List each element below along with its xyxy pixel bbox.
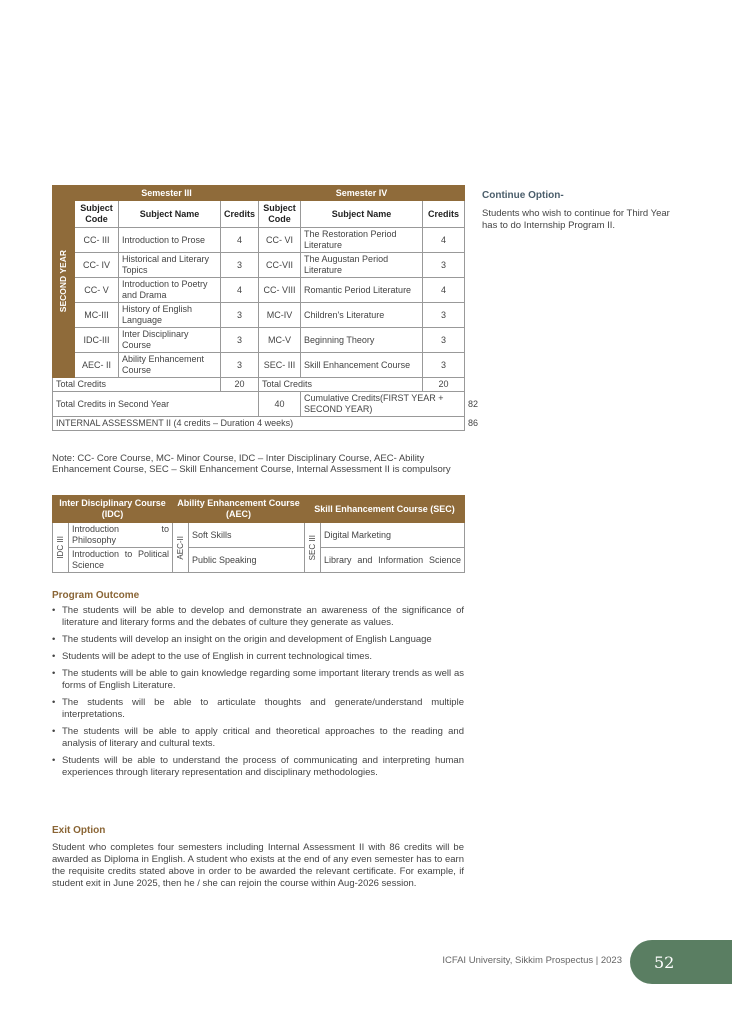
subject-name: Ability Enhancement Course — [119, 353, 221, 378]
credits: 3 — [221, 303, 259, 328]
total-row — [53, 378, 465, 392]
sec-course: Digital Marketing — [321, 523, 465, 548]
table-row — [53, 523, 465, 548]
abbreviation-note: Note: CC- Core Course, MC- Minor Course, IDC – Inter Disciplinary Course, AEC- Ability Enhancement Course, SEC – Skill Enhancement Course, Internal Assessment II is compulsory — [52, 453, 451, 475]
subject-code: SEC- III — [259, 353, 301, 378]
table-row — [53, 303, 465, 328]
continue-option-text: Students who wish to continue for Third Year has to do Internship Program II. — [482, 208, 670, 231]
course-options-table — [52, 495, 465, 573]
table-row — [53, 353, 465, 378]
subject-code: MC-V — [259, 328, 301, 353]
year-label-cell — [53, 186, 75, 378]
subject-code: AEC- II — [75, 353, 119, 378]
subject-code: CC-VII — [259, 253, 301, 278]
list-item: • The students will develop an insight on the origin and development of English Language — [52, 634, 464, 646]
credits: 4 — [423, 278, 465, 303]
total-credits-label: Total Credits — [259, 378, 423, 392]
credits: 4 — [221, 228, 259, 253]
semester-3-header: Semester III — [75, 186, 259, 201]
exit-option-heading: Exit Option — [52, 825, 106, 836]
credits: 3 — [423, 303, 465, 328]
year-label: SECOND YEAR — [58, 250, 68, 313]
list-item: • Students will be adept to the use of English in current technological times. — [52, 651, 464, 663]
continue-option-heading: Continue Option- — [482, 190, 564, 201]
exit-option-text: Student who completes four semesters including Internal Assessment II with 86 credits will be awarded as Diploma in English. A student who exists at the end of any even semester has to earn the requisite credits stated above in order to be awarded the relevant certificate. For example, if student exit in June 2025, then he / she can rejoin the course within Aug-2026 session. — [52, 842, 464, 889]
subject-name: The Augustan Period Literature — [301, 253, 423, 278]
sec-label: SEC III — [308, 534, 317, 561]
sec-header: Skill Enhancement Course (SEC) — [305, 496, 465, 523]
program-outcome-heading: Program Outcome — [52, 590, 140, 601]
col-credits: Credits — [221, 201, 259, 228]
aec-course: Public Speaking — [189, 548, 305, 573]
subject-name: Children's Literature — [301, 303, 423, 328]
subject-code: CC- VIII — [259, 278, 301, 303]
subject-code: CC- V — [75, 278, 119, 303]
credits: 4 — [221, 278, 259, 303]
subject-name: The Restoration Period Literature — [301, 228, 423, 253]
program-outcome-list — [52, 605, 464, 784]
table-row — [53, 228, 465, 253]
internal-assessment-label: INTERNAL ASSESSMENT II (4 credits – Duration 4 weeks) — [53, 417, 465, 431]
credits: 3 — [423, 253, 465, 278]
subject-name: Historical and Literary Topics — [119, 253, 221, 278]
col-subject-name: Subject Name — [119, 201, 221, 228]
sec-label-cell — [305, 523, 321, 573]
col-subject-code: Subject Code — [259, 201, 301, 228]
cumulative-label: Cumulative Credits(FIRST YEAR + SECOND YEAR) — [301, 392, 465, 417]
subject-code: MC-IV — [259, 303, 301, 328]
internal-row: INTERNAL ASSESSMENT II (4 credits – Duration 4 weeks) 86 — [53, 417, 465, 431]
sec-course: Library and Information Science — [321, 548, 465, 573]
subject-code: MC-III — [75, 303, 119, 328]
list-item: • The students will be able to develop and demonstrate an awareness of the significance of literature and literary forms and the debates of culture they generate as values. — [52, 605, 464, 629]
idc-header: Inter Disciplinary Course (IDC) — [53, 496, 173, 523]
col-subject-code: Subject Code — [75, 201, 119, 228]
subject-name: Skill Enhancement Course — [301, 353, 423, 378]
subject-name: Inter Disciplinary Course — [119, 328, 221, 353]
year-total-value: 40 — [259, 392, 301, 417]
credits: 4 — [423, 228, 465, 253]
idc-label-cell — [53, 523, 69, 573]
list-item: • The students will be able to apply critical and theoretical approaches to the reading and analysis of literary and cultural texts. — [52, 726, 464, 750]
subject-code: IDC-III — [75, 328, 119, 353]
year-total-row: Total Credits in Second Year 40 Cumulative Credits(FIRST YEAR + SECOND YEAR) 82 — [53, 392, 465, 417]
credits: 3 — [423, 353, 465, 378]
subject-name: Introduction to Poetry and Drama — [119, 278, 221, 303]
total-credits-value: 20 — [423, 378, 465, 392]
subject-name: Romantic Period Literature — [301, 278, 423, 303]
table-row — [53, 328, 465, 353]
idc-course: Introduction to Philosophy — [69, 523, 173, 548]
aec-course: Soft Skills — [189, 523, 305, 548]
aec-label: AEC-II — [176, 535, 185, 560]
col-subject-name: Subject Name — [301, 201, 423, 228]
page-number-tab — [630, 940, 732, 984]
subject-code: CC- VI — [259, 228, 301, 253]
footer-text: ICFAI University, Sikkim Prospectus | 2023 — [442, 955, 622, 966]
credits: 3 — [221, 253, 259, 278]
list-item: • The students will be able to articulate thoughts and generate/understand multiple interpretations. — [52, 697, 464, 721]
credits: 3 — [221, 328, 259, 353]
semester-table — [52, 185, 479, 431]
idc-label: IDC III — [56, 536, 65, 559]
table-row — [53, 253, 465, 278]
total-credits-label: Total Credits — [53, 378, 221, 392]
total-credits-value: 20 — [221, 378, 259, 392]
aec-label-cell — [173, 523, 189, 573]
table-row — [53, 548, 465, 573]
subject-name: Introduction to Prose — [119, 228, 221, 253]
aec-header: Ability Enhancement Course (AEC) — [173, 496, 305, 523]
list-item: • The students will be able to gain knowledge regarding some important literary trends as well as forms of English Literature. — [52, 668, 464, 692]
subject-name: History of English Language — [119, 303, 221, 328]
subject-code: CC- IV — [75, 253, 119, 278]
year-total-label: Total Credits in Second Year — [53, 392, 259, 417]
idc-course: Introduction to Political Science — [69, 548, 173, 573]
subject-name: Beginning Theory — [301, 328, 423, 353]
subject-code: CC- III — [75, 228, 119, 253]
col-credits: Credits — [423, 201, 465, 228]
list-item: • Students will be able to understand the process of communicating and interpreting human experiences through literary representation and disciplinary methodologies. — [52, 755, 464, 779]
credits: 3 — [221, 353, 259, 378]
page-number: 52 — [654, 953, 675, 972]
semester-4-header: Semester IV — [259, 186, 465, 201]
table-row — [53, 278, 465, 303]
credits: 3 — [423, 328, 465, 353]
